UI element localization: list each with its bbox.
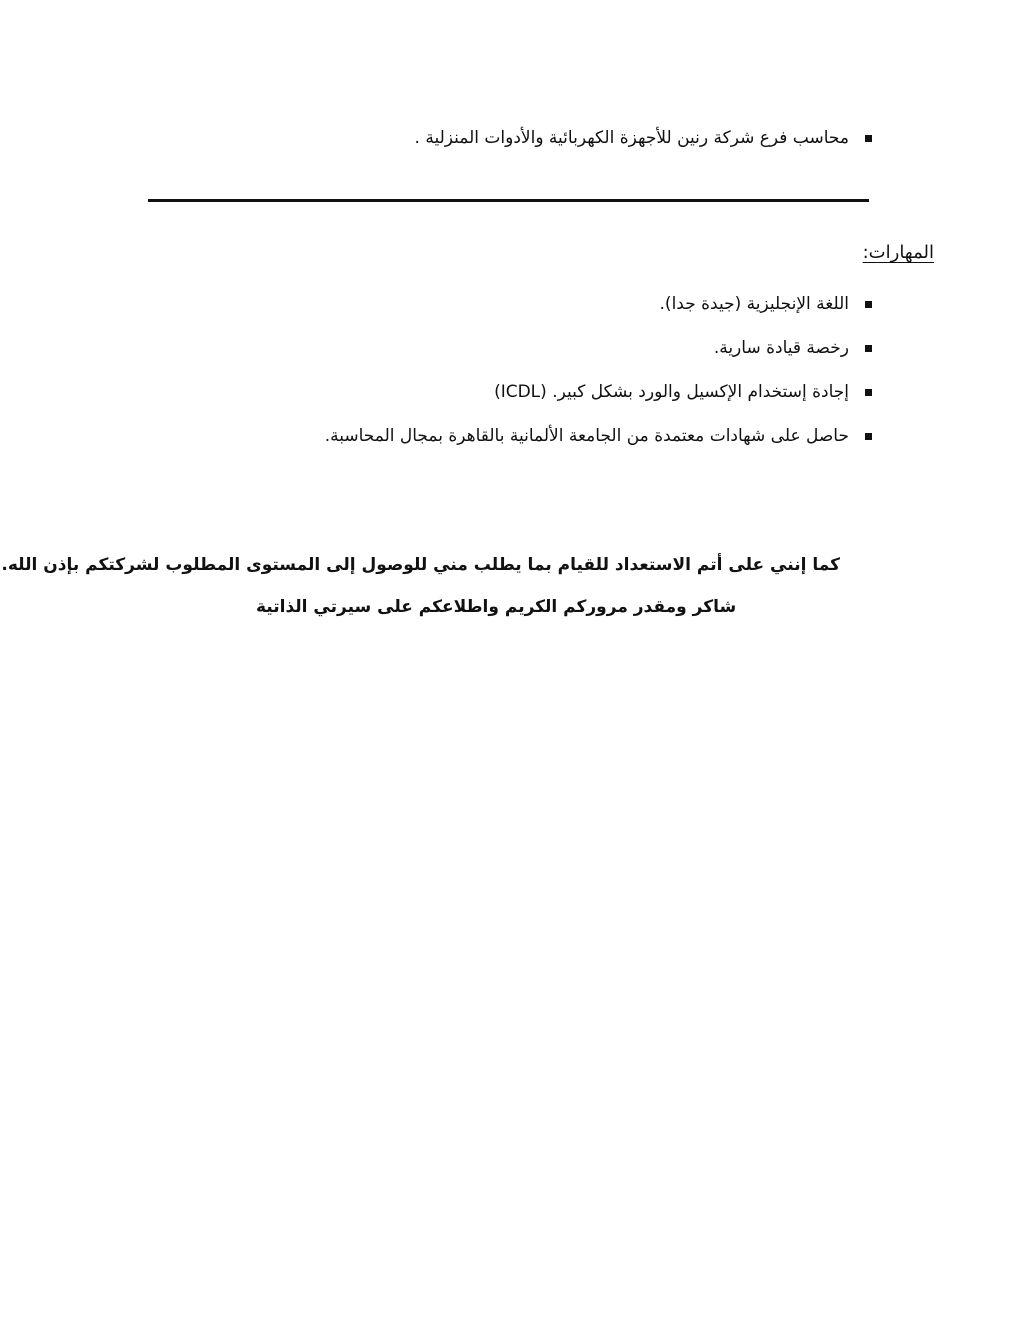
experience-item-text: محاسب فرع شركة رنين للأجهزة الكهربائية والأدوات المنزلية . — [414, 128, 849, 148]
closing-statement: كما إنني على أتم الاستعداد للقيام بما يطلب مني للوصول إلى المستوى المطلوب لشركتكم بإذن الله. — [1, 555, 840, 575]
experience-list-item — [415, 126, 872, 150]
skill-list-item — [714, 336, 872, 360]
square-bullet-icon — [865, 135, 872, 142]
section-divider — [148, 199, 869, 202]
skill-item-text: اللغة الإنجليزية (جيدة جدا). — [659, 294, 849, 314]
square-bullet-icon — [865, 301, 872, 308]
skill-list-item — [660, 292, 872, 316]
square-bullet-icon — [865, 433, 872, 440]
skill-item-text: إجادة إستخدام الإكسيل والورد بشكل كبير. (ICDL) — [494, 382, 849, 402]
skills-heading: المهارات: — [862, 242, 934, 263]
skill-item-text: حاصل على شهادات معتمدة من الجامعة الألمانية بالقاهرة بمجال المحاسبة. — [324, 426, 849, 446]
skill-list-item — [494, 380, 872, 404]
square-bullet-icon — [865, 345, 872, 352]
closing-thanks: شاكر ومقدر مروركم الكريم واطلاعكم على سيرتي الذاتية — [256, 597, 737, 617]
skill-list-item — [325, 424, 872, 448]
skill-item-text: رخصة قيادة سارية. — [713, 338, 849, 358]
square-bullet-icon — [865, 389, 872, 396]
